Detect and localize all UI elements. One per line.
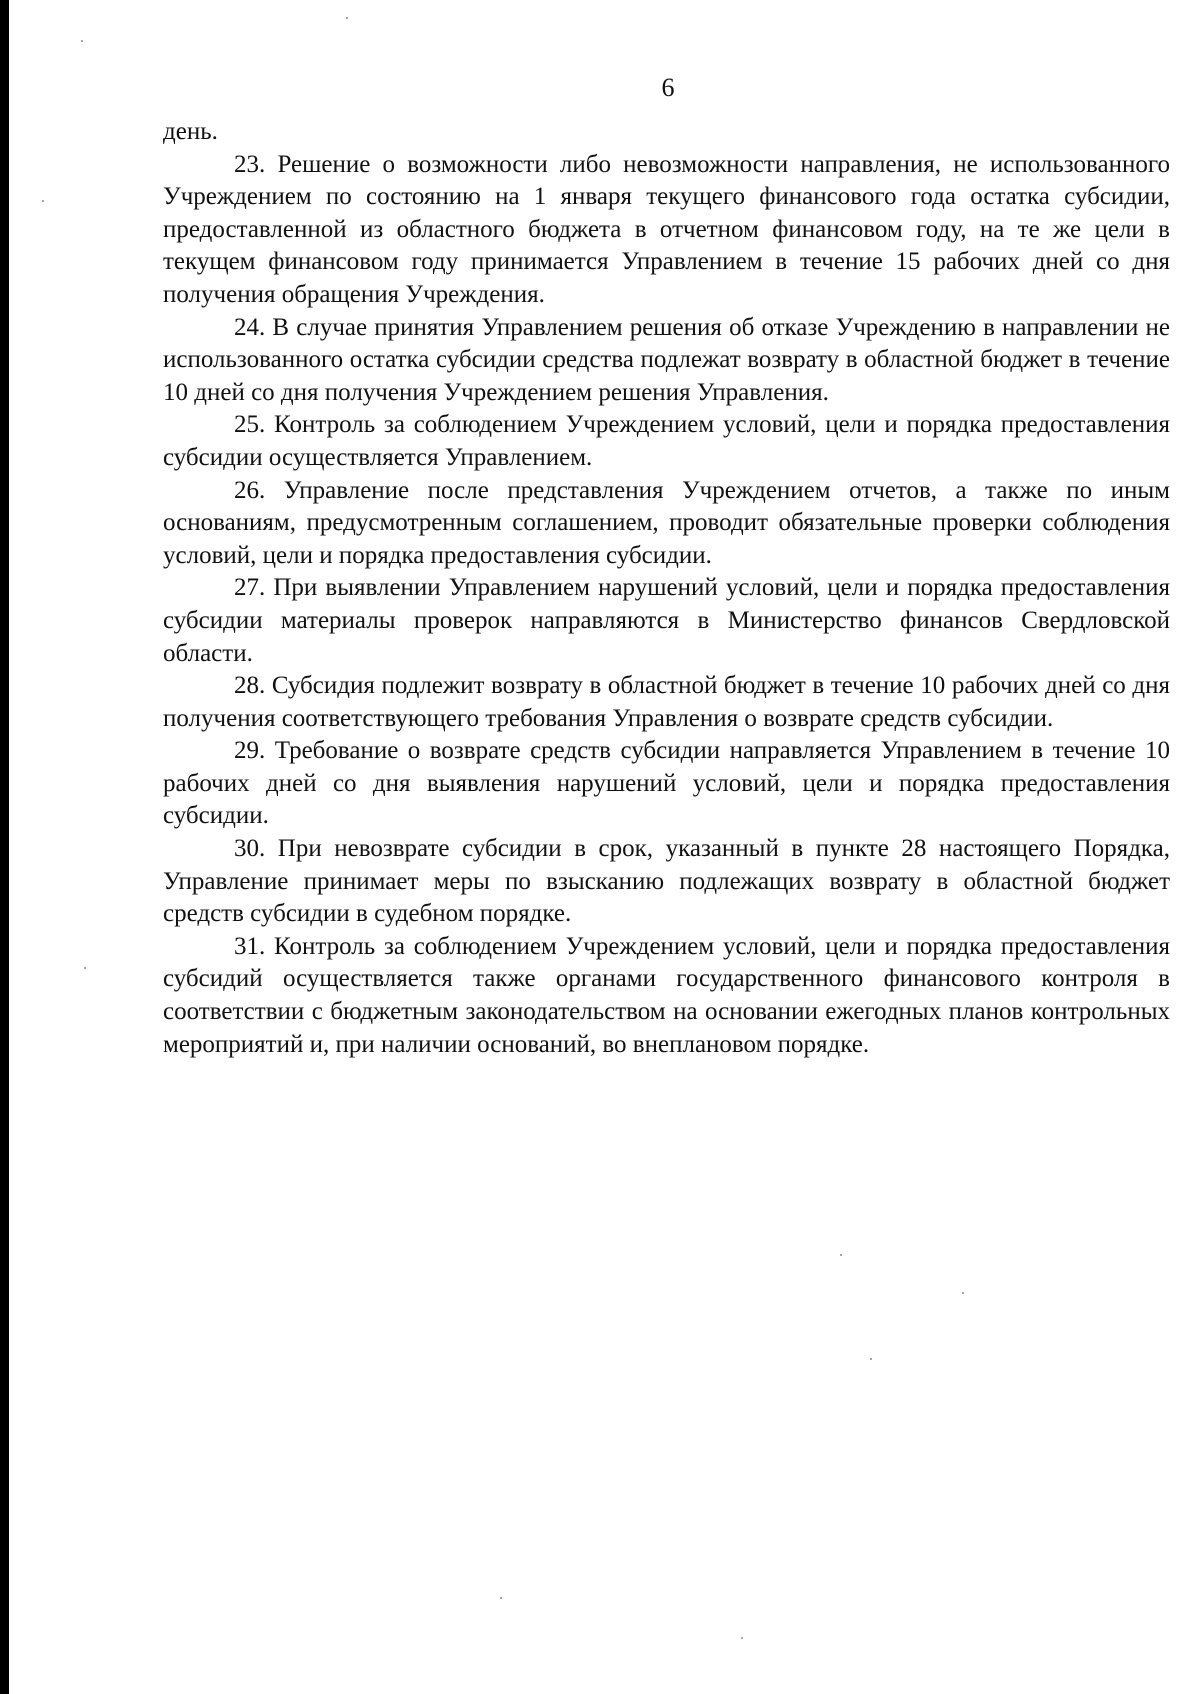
scan-speck — [346, 17, 348, 19]
scan-speck — [741, 1637, 743, 1639]
document-body — [163, 116, 1170, 1061]
paragraph-28: 28. Субсидия подлежит возврату в областной бюджет в течение 10 рабочих дней со дня получения соответствующего требования Управления о возврате средств субсидии. — [163, 672, 1170, 732]
scan-speck — [840, 1254, 842, 1256]
scan-speck — [81, 40, 83, 42]
scan-speck — [962, 1292, 964, 1294]
scan-edge — [0, 0, 9, 1694]
paragraph-31: 31. Контроль за соблюдением Учреждением условий, цели и порядка предоставления субсидий осуществляется также органами государственного финансового контроля в соответствии с бюджетным законодательством на основании ежегодных планов контрольных мероприятий и, при наличии оснований, во внеплановом порядке. — [163, 932, 1170, 1058]
scan-speck — [870, 1358, 872, 1360]
paragraph-24: 24. В случае принятия Управлением решения об отказе Учреждению в направлении не использованного остатка субсидии средства подлежат возврату в областной бюджет в течение 10 дней со дня получения Учреждением решения Управления. — [163, 313, 1170, 406]
paragraph-29: 29. Требование о возврате средств субсидии направляется Управлением в течение 10 рабочих дней со дня выявления нарушений условий, цели и порядка предоставления субсидии. — [163, 737, 1170, 830]
scan-speck — [500, 1597, 502, 1599]
scan-speck — [42, 200, 44, 202]
scan-speck — [84, 967, 86, 969]
paragraph-25: 25. Контроль за соблюдением Учреждением условий, цели и порядка предоставления субсидии осуществляется Управлением. — [163, 411, 1170, 471]
paragraph-23: 23. Решение о возможности либо невозможности направления, не использованного Учреждением по состоянию на 1 января текущего финансового года остатка субсидии, предоставленной из областного бюджета в отчетном финансовом году, на те же цели в текущем финансовом году принимается Управлением в течение 15 рабочих дней со дня получения обращения Учреждения. — [163, 150, 1170, 308]
paragraph-continuation: день. — [163, 118, 218, 145]
paragraph-27: 27. При выявлении Управлением нарушений условий, цели и порядка предоставления субсидии материалы проверок направляются в Министерство финансов Свердловской области. — [163, 574, 1170, 667]
page-number: 6 — [661, 73, 675, 102]
paragraph-30: 30. При невозврате субсидии в срок, указанный в пункте 28 настоящего Порядка, Управление принимает меры по взысканию подлежащих возврату в областной бюджет средств субсидии в судебном порядке. — [163, 835, 1170, 928]
paragraph-26: 26. Управление после представления Учреждением отчетов, а также по иным основаниям, предусмотренным соглашением, проводит обязательные проверки соблюдения условий, цели и порядка предоставления субсидии. — [163, 476, 1170, 569]
